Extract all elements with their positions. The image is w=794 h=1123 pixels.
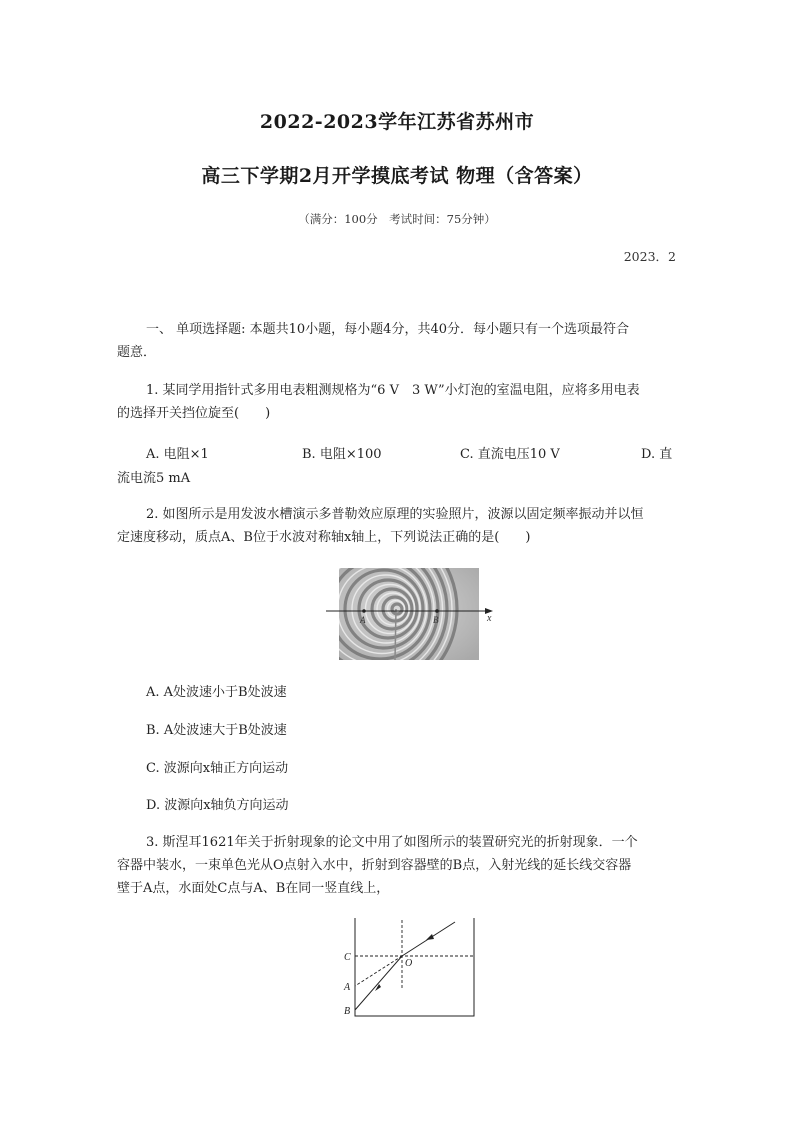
title-line-1: 2022-2023学年江苏省苏州市 bbox=[259, 111, 535, 133]
fig1-label-a: A bbox=[360, 615, 366, 625]
question-3-line3: 壁于A点，水面处C点与A、B在同一竖直线上， bbox=[117, 881, 390, 896]
q2-option-a: A. A处波速小于B处波速 bbox=[146, 685, 287, 700]
question-1-line2: 的选择开关挡位旋至( ) bbox=[117, 406, 271, 421]
section-heading-line1: 一、 单项选择题: 本题共10小题，每小题4分，共40分．每小题只有一个选项最符合 bbox=[146, 322, 630, 337]
q1-option-d: D. 直 bbox=[641, 447, 673, 462]
question-3-line1: 3. 斯涅耳1621年关于折射现象的论文中用了如图所示的装置研究光的折射现象．一个 bbox=[146, 835, 638, 850]
refraction-diagram bbox=[338, 912, 486, 1022]
question-1-line1: 1. 某同学用指针式多用电表粗测规格为“6 V 3 W”小灯泡的室温电阻，应将多用电表 bbox=[146, 383, 640, 398]
question-2-line1: 2. 如图所示是用发波水槽演示多普勒效应原理的实验照片，波源以固定频率振动并以恒 bbox=[146, 507, 644, 522]
q2-option-c: C. 波源向x轴正方向运动 bbox=[146, 761, 289, 776]
q2-option-d: D. 波源向x轴负方向运动 bbox=[146, 798, 289, 813]
question-1-stem bbox=[117, 379, 677, 425]
fig2-label-c: C bbox=[344, 952, 351, 963]
section-heading bbox=[117, 318, 677, 364]
q1-option-a: A. 电阻×1 bbox=[146, 447, 209, 462]
fig1-label-b: B bbox=[433, 615, 439, 625]
doppler-wave-photo bbox=[325, 565, 500, 663]
q1-option-c: C. 直流电压10 V bbox=[460, 447, 560, 462]
fig2-label-o: O bbox=[405, 958, 413, 969]
exam-info: （满分：100分 考试时间：75分钟） bbox=[298, 212, 496, 226]
question-2-stem bbox=[117, 503, 677, 549]
q2-option-b: B. A处波速大于B处波速 bbox=[146, 723, 287, 738]
fig2-label-a: A bbox=[344, 982, 351, 993]
q1-option-d-continued: 流电流5 mA bbox=[117, 471, 191, 486]
exam-date: 2023．2 bbox=[623, 249, 676, 264]
question-2-line2: 定速度移动，质点A、B位于水波对称轴x轴上，下列说法正确的是( ) bbox=[117, 530, 531, 545]
q1-option-b: B. 电阻×100 bbox=[302, 447, 382, 462]
question-3-line2: 容器中装水，一束单色光从O点射入水中，折射到容器壁的B点，入射光线的延长线交容器 bbox=[117, 858, 632, 873]
fig2-label-b: B bbox=[344, 1006, 351, 1017]
fig1-label-x: x bbox=[487, 613, 492, 624]
title-line-2: 高三下学期2月开学摸底考试 物理（含答案） bbox=[201, 165, 593, 187]
section-heading-line2: 题意． bbox=[117, 345, 157, 360]
question-3-stem bbox=[117, 831, 677, 900]
